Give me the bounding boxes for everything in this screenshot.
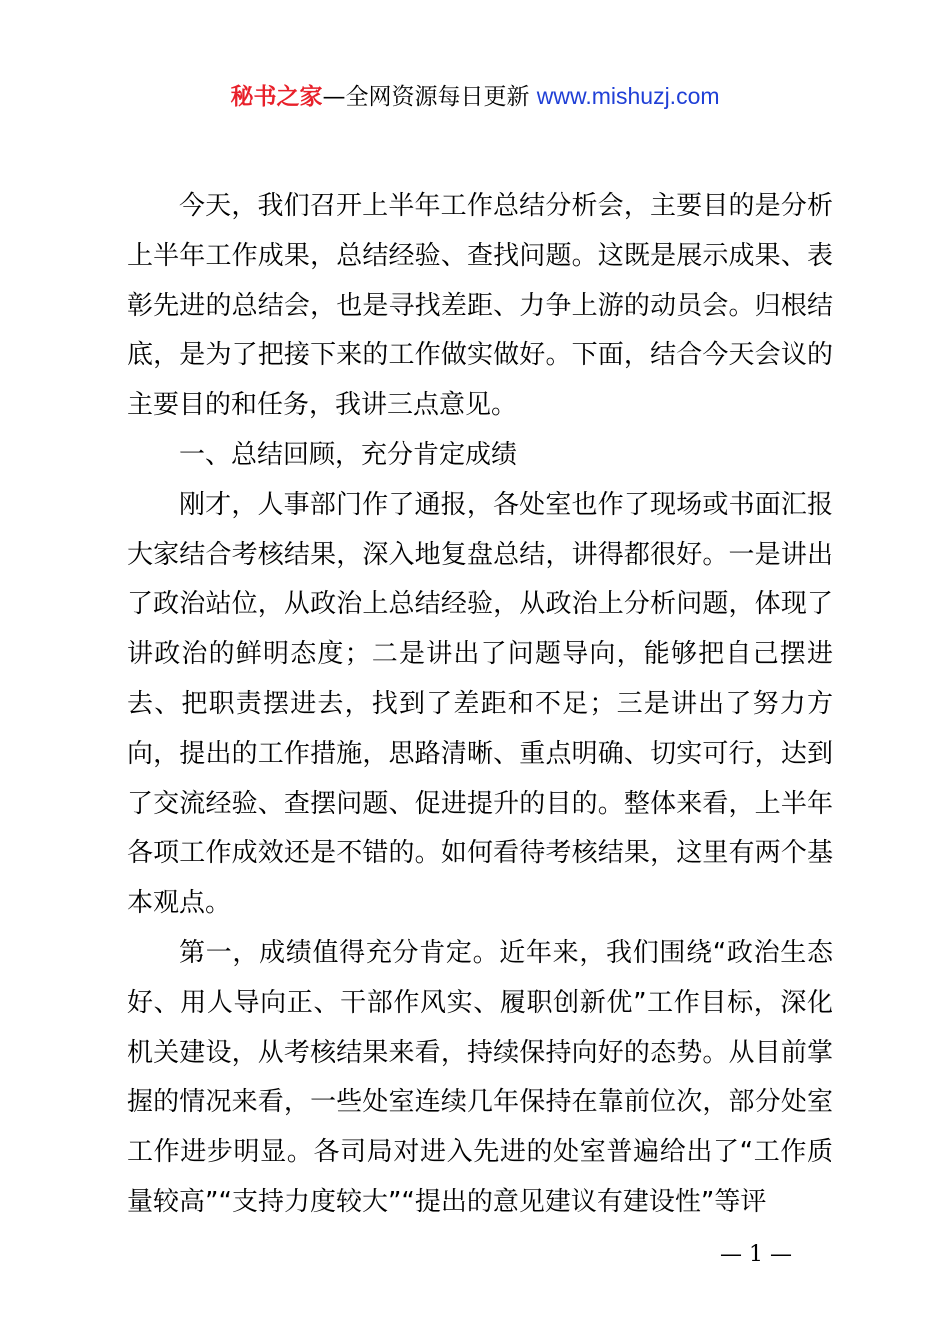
paragraph-first-point: 第一，成绩值得充分肯定。近年来，我们围绕“政治生态好、用人导向正、干部作风实、履职创新优”工作目标，深化机关建设，从考核结果来看，持续保持向好的态势。从目前掌握的情况来看，一些处室连续几年保持在靠前位次，部分处室工作进步明显。各司局对进入先进的处室普遍给出了“工作质量较高”“支持力度较大”“提出的意见建议有建设性”等评 — [127, 937, 833, 1217]
page-number: — 1 — — [720, 1242, 792, 1267]
header-url-link[interactable]: www.mishuzj.com — [536, 83, 720, 109]
document-body — [127, 182, 833, 1228]
header-tagline: —全网资源每日更新 — [322, 84, 537, 110]
section-heading-1: 一、总结回顾，充分肯定成绩 — [179, 439, 518, 470]
page-header — [0, 80, 950, 113]
paragraph-review: 刚才，人事部门作了通报，各处室也作了现场或书面汇报大家结合考核结果，深入地复盘总结，讲得都很好。一是讲出了政治站位，从政治上总结经验，从政治上分析问题，体现了讲政治的鲜明态度；二是讲出了问题导向，能够把自己摆进去、把职责摆进去，找到了差距和不足；三是讲出了努力方向，提出的工作措施，思路清晰、重点明确、切实可行，达到了交流经验、查摆问题、促进提升的目的。整体来看，上半年各项工作成效还是不错的。如何看待考核结果，这里有两个基本观点。 — [127, 489, 833, 919]
header-brand: 秘书之家 — [230, 84, 323, 110]
paragraph-intro: 今天，我们召开上半年工作总结分析会，主要目的是分析上半年工作成果，总结经验、查找问题。这既是展示成果、表彰先进的总结会，也是寻找差距、力争上游的动员会。归根结底，是为了把接下来的工作做实做好。下面，结合今天会议的主要目的和任务，我讲三点意见。 — [127, 191, 833, 421]
